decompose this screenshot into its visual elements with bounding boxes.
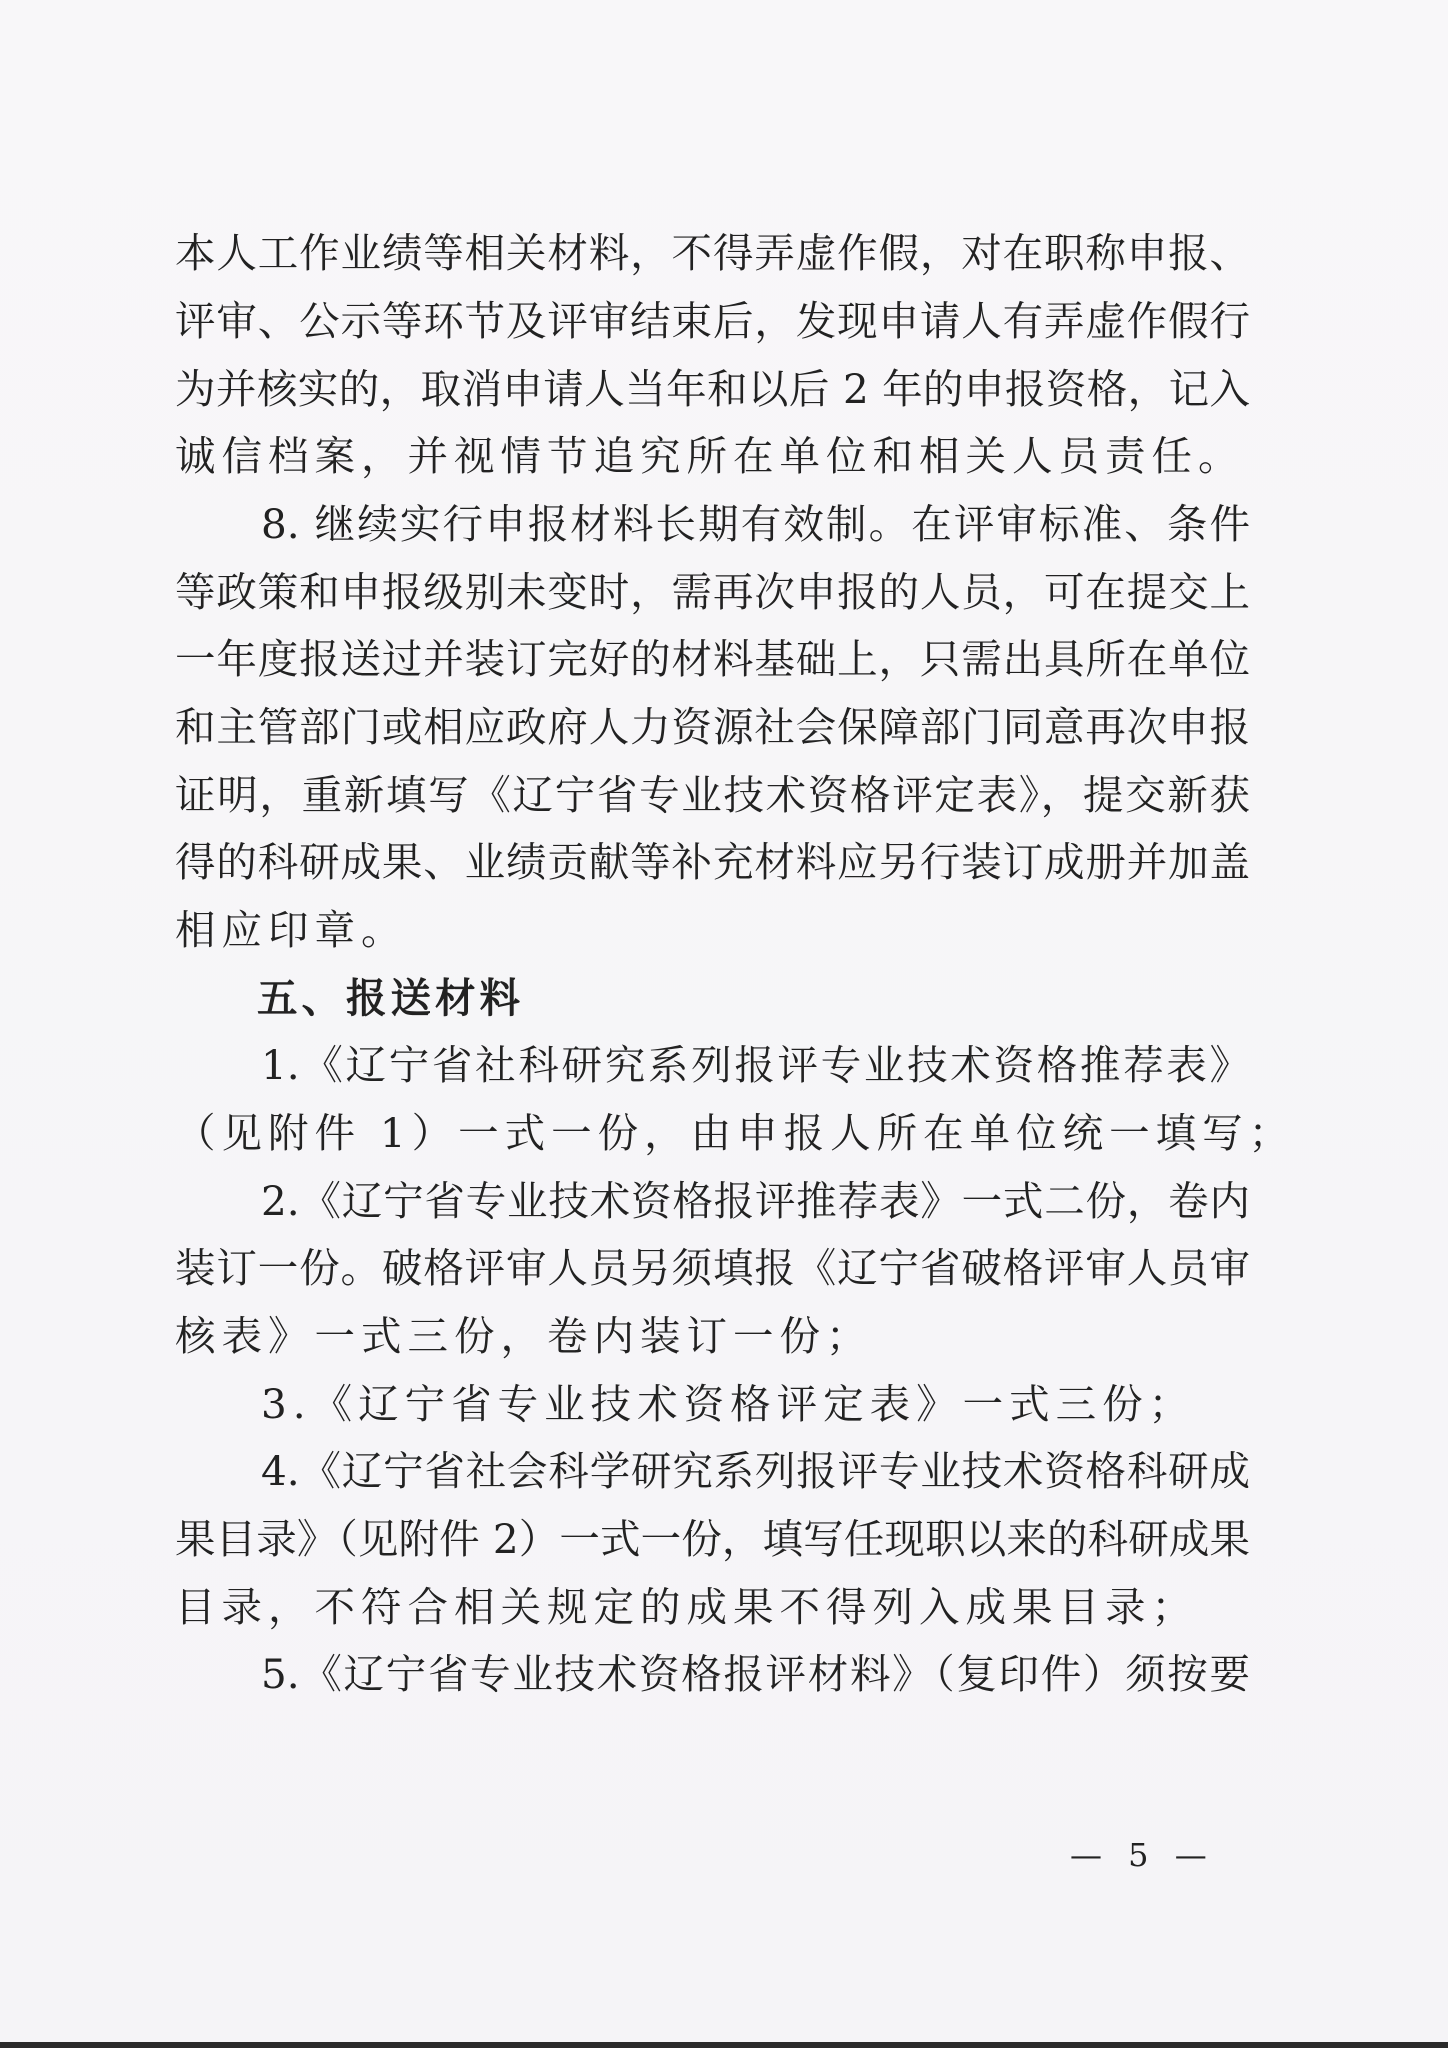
page-number: — 5 — bbox=[1070, 1836, 1215, 1874]
text-line: 一年度报送过并装订完好的材料基础上，只需出具所在单位 bbox=[175, 635, 1250, 683]
text-line: 证明，重新填写《辽宁省专业技术资格评定表》，提交新获 bbox=[175, 771, 1250, 819]
text-line: 1.《辽宁省社科研究系列报评专业技术资格推荐表》 bbox=[261, 1041, 1250, 1089]
text-line: 评审、公示等环节及评审结束后，发现申请人有弄虚作假行 bbox=[175, 297, 1250, 345]
text-line: 3.《辽宁省专业技术资格评定表》一式三份； bbox=[261, 1380, 1196, 1428]
text-line: 为并核实的，取消申请人当年和以后 2 年的申报资格，记入 bbox=[175, 365, 1250, 413]
text-line: 和主管部门或相应政府人力资源社会保障部门同意再次申报 bbox=[175, 703, 1250, 751]
text-line: 果目录》（见附件 2）一式一份，填写任现职以来的科研成果 bbox=[175, 1515, 1250, 1563]
text-line: 装订一份。破格评审人员另须填报《辽宁省破格评审人员审 bbox=[175, 1244, 1250, 1292]
text-line: 目录，不符合相关规定的成果不得列入成果目录； bbox=[175, 1583, 1198, 1631]
text-line: 本人工作业绩等相关材料，不得弄虚作假，对在职称申报、 bbox=[175, 229, 1250, 277]
text-line: 8. 继续实行申报材料长期有效制。在评审标准、条件 bbox=[261, 500, 1250, 548]
text-line: 5.《辽宁省专业技术资格报评材料》（复印件）须按要 bbox=[261, 1650, 1250, 1698]
text-line: （见附件 1）一式一份，由申报人所在单位统一填写； bbox=[175, 1109, 1296, 1157]
text-line: 相应印章。 bbox=[175, 906, 408, 954]
text-line: 核表》一式三份，卷内装订一份； bbox=[175, 1312, 873, 1360]
text-line: 得的科研成果、业绩贡献等补充材料应另行装订成册并加盖 bbox=[175, 838, 1250, 886]
text-line: 4.《辽宁省社会科学研究系列报评专业技术资格科研成 bbox=[261, 1447, 1250, 1495]
text-line: 诚信档案，并视情节追究所在单位和相关人员责任。 bbox=[175, 432, 1245, 480]
bottom-edge-divider bbox=[0, 2042, 1448, 2048]
text-line: 2.《辽宁省专业技术资格报评推荐表》一式二份，卷内 bbox=[261, 1177, 1250, 1225]
section-heading: 五、报送材料 bbox=[257, 974, 524, 1022]
text-line: 等政策和申报级别未变时，需再次申报的人员，可在提交上 bbox=[175, 568, 1250, 616]
